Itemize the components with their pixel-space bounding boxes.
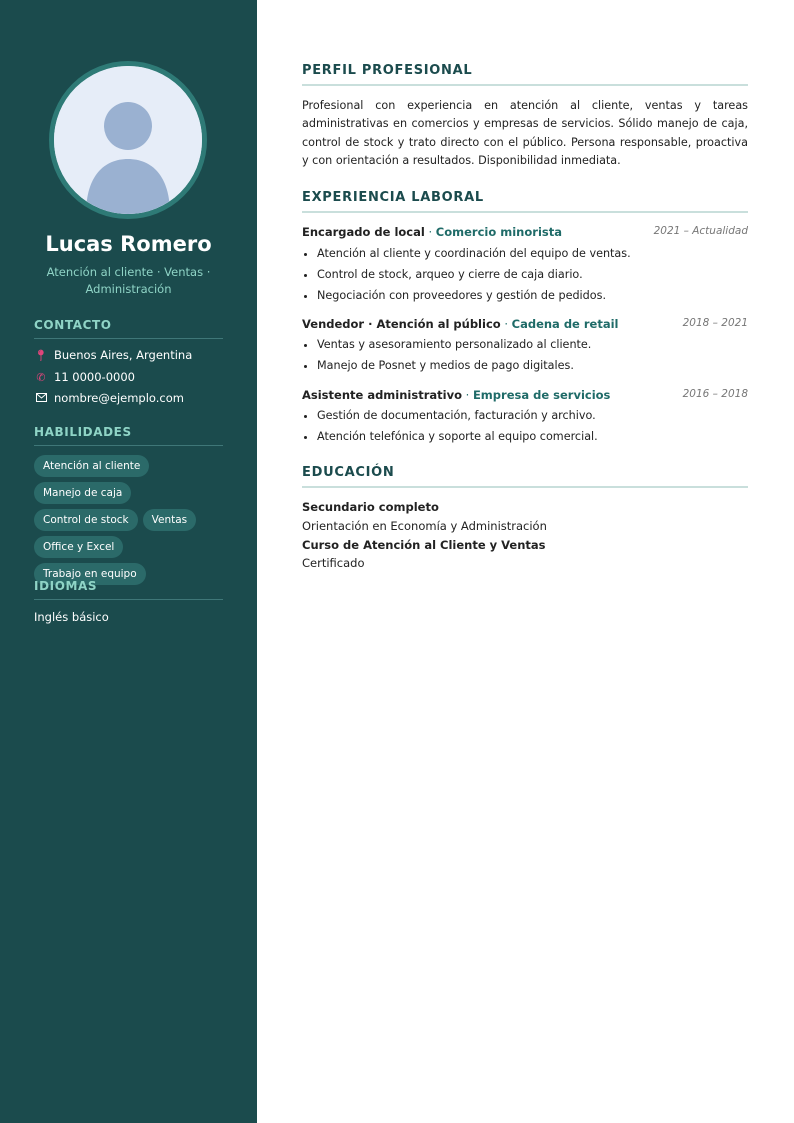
skills-list bbox=[34, 455, 234, 585]
contact-location-text: Buenos Aires, Argentina bbox=[54, 348, 193, 362]
job-bullets bbox=[302, 405, 747, 447]
list-item: • Atención telefónica y soporte al equipo comercial. bbox=[317, 426, 747, 447]
education-detail: Certificado bbox=[302, 556, 365, 570]
contact-phone bbox=[34, 370, 135, 384]
education-degree: Curso de Atención al Cliente y Ventas bbox=[302, 538, 546, 552]
phone-icon: ✆ bbox=[36, 370, 46, 384]
skill-chip: Trabajo en equipo bbox=[34, 563, 146, 585]
contact-email bbox=[34, 391, 184, 405]
job-bullets bbox=[302, 243, 747, 306]
summary-title: PERFIL PROFESIONAL bbox=[302, 63, 748, 86]
experience-title: EXPERIENCIA LABORAL bbox=[302, 190, 748, 213]
job-dates: 2021 – Actualidad bbox=[653, 225, 748, 237]
contact-email-text[interactable]: nombre@ejemplo.com bbox=[54, 391, 184, 405]
list-item: • Ventas y asesoramiento personalizado al cliente. bbox=[317, 334, 747, 355]
job-separator: · bbox=[465, 388, 473, 402]
candidate-role: Atención al cliente · Ventas · Administración bbox=[46, 265, 211, 296]
job-position: Encargado de local bbox=[302, 225, 425, 239]
languages-title: IDIOMAS bbox=[34, 579, 223, 600]
education-detail: Orientación en Economía y Administración bbox=[302, 519, 547, 533]
avatar bbox=[49, 61, 207, 219]
summary-text: Profesional con experiencia en atención al cliente, ventas y tareas administrativas en comercios y empresas de servicios. Sólido manejo de caja, control de stock y trato directo con el público. Persona responsable, proactiva y con orientación a resultados. Disponibilidad inmediata. bbox=[302, 99, 748, 168]
job-heading bbox=[302, 388, 610, 402]
job-dates: 2016 – 2018 bbox=[682, 388, 748, 400]
contact-location bbox=[34, 348, 192, 362]
skill-chip: Manejo de caja bbox=[34, 482, 131, 504]
job-separator: · bbox=[504, 317, 512, 331]
contact-title: CONTACTO bbox=[34, 318, 223, 339]
job-bullets bbox=[302, 334, 747, 376]
job-header bbox=[302, 388, 748, 402]
skill-chip: Ventas bbox=[143, 509, 197, 531]
job-company: Empresa de servicios bbox=[472, 388, 611, 402]
skill-chip: Atención al cliente bbox=[34, 455, 149, 477]
candidate-name: Lucas Romero bbox=[45, 232, 212, 256]
list-item: • Control de stock, arqueo y cierre de caja diario. bbox=[317, 264, 747, 285]
job-position: Asistente administrativo bbox=[302, 388, 462, 402]
job-dates: 2018 – 2021 bbox=[682, 317, 748, 329]
job-separator: · bbox=[428, 225, 436, 239]
education-degree: Secundario completo bbox=[302, 500, 439, 514]
job-company: Cadena de retail bbox=[511, 317, 619, 331]
job-position: Vendedor · Atención al público bbox=[302, 317, 501, 331]
education-title: EDUCACIÓN bbox=[302, 465, 748, 488]
skill-chip: Office y Excel bbox=[34, 536, 123, 558]
contact-phone-text: 11 0000-0000 bbox=[54, 370, 135, 384]
job-header bbox=[302, 225, 748, 239]
list-item: • Atención al cliente y coordinación del equipo de ventas. bbox=[317, 243, 747, 264]
list-item: • Negociación con proveedores y gestión de pedidos. bbox=[317, 285, 747, 306]
list-item: • Manejo de Posnet y medios de pago digitales. bbox=[317, 355, 747, 376]
list-item: • Gestión de documentación, facturación y archivo. bbox=[317, 405, 747, 426]
job-company: Comercio minorista bbox=[435, 225, 562, 239]
job-heading bbox=[302, 225, 562, 239]
skills-title: HABILIDADES bbox=[34, 425, 223, 446]
location-pin-icon: 📍︎ bbox=[34, 348, 48, 362]
skill-chip: Control de stock bbox=[34, 509, 138, 531]
sidebar bbox=[0, 0, 257, 1123]
job-heading bbox=[302, 317, 618, 331]
job-header bbox=[302, 317, 748, 331]
avatar-placeholder-icon bbox=[54, 66, 202, 214]
email-icon bbox=[34, 392, 48, 405]
language-item: Inglés básico bbox=[34, 610, 109, 624]
